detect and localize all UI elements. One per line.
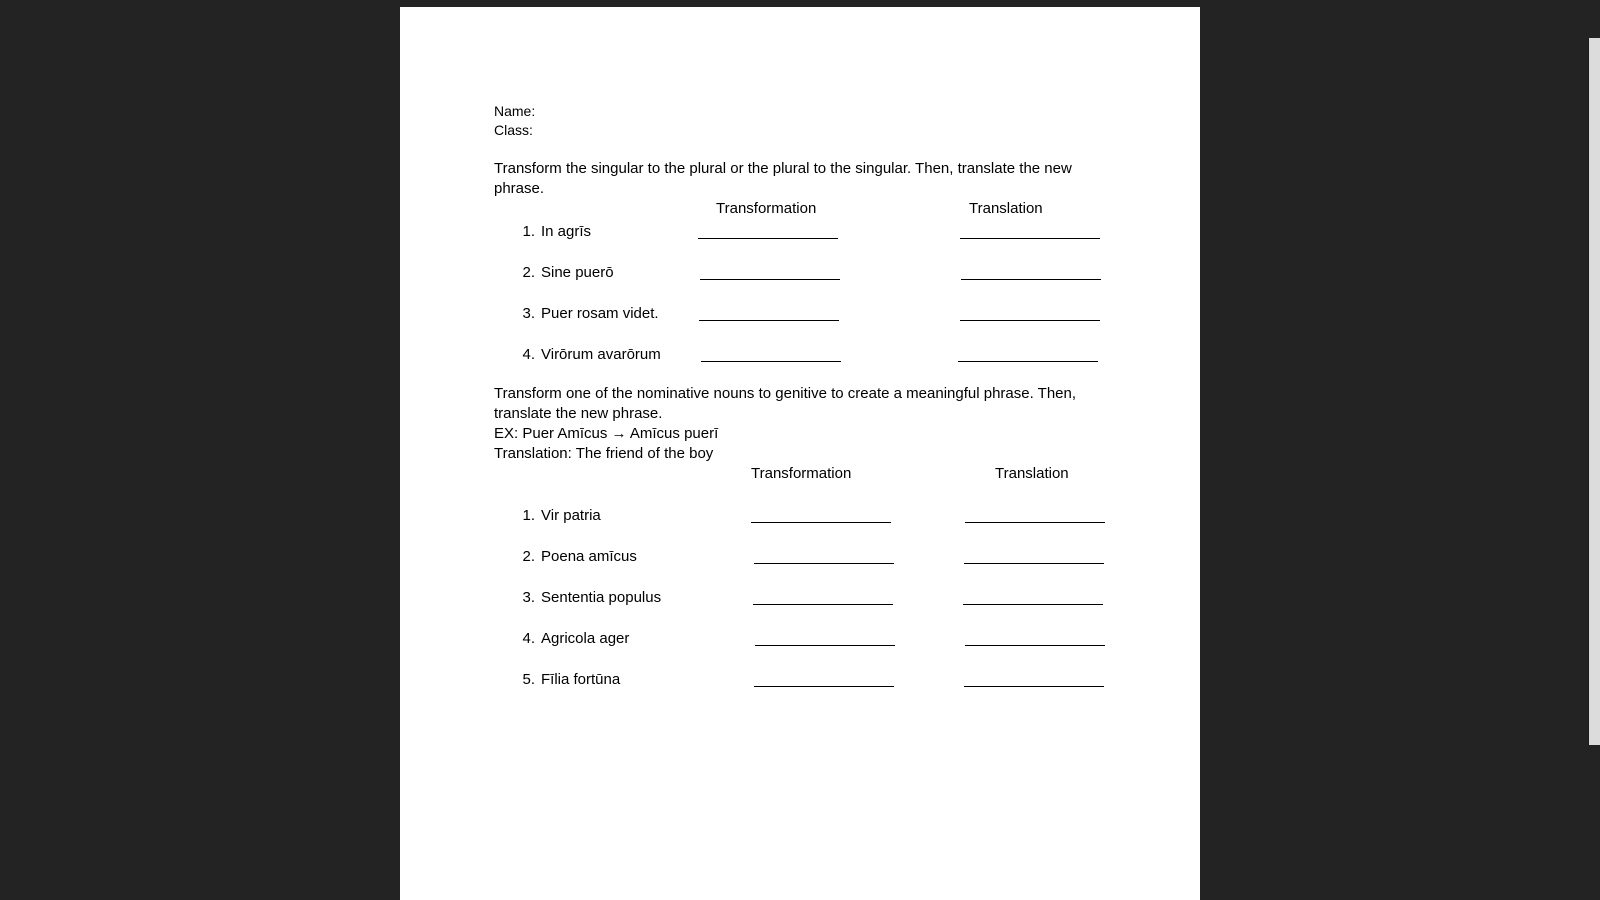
list-item bbox=[494, 668, 1114, 709]
item-number: 2. bbox=[522, 548, 535, 565]
list-item bbox=[494, 343, 1114, 384]
translation-blank[interactable] bbox=[958, 361, 1098, 362]
translation-blank[interactable] bbox=[963, 604, 1103, 605]
item-phrase: Vir patria bbox=[541, 507, 601, 524]
transformation-blank[interactable] bbox=[699, 320, 839, 321]
transformation-blank[interactable] bbox=[755, 645, 895, 646]
item-phrase: In agrīs bbox=[541, 223, 592, 240]
translation-blank[interactable] bbox=[964, 686, 1104, 687]
list-item bbox=[494, 302, 1114, 343]
translation-blank[interactable] bbox=[960, 238, 1100, 239]
item-number: 1. bbox=[522, 223, 535, 240]
item-number: 3. bbox=[522, 589, 535, 606]
item-number: 1. bbox=[522, 507, 535, 524]
item-phrase: Sine puerō bbox=[541, 264, 614, 281]
section2-header-transformation: Transformation bbox=[751, 465, 852, 482]
worksheet-content bbox=[494, 101, 1114, 709]
item-phrase: Poena amīcus bbox=[541, 548, 637, 565]
translation-blank[interactable] bbox=[964, 563, 1104, 564]
section1-list bbox=[494, 220, 1114, 384]
transformation-blank[interactable] bbox=[754, 563, 894, 564]
list-item bbox=[494, 545, 1114, 586]
item-number: 5. bbox=[522, 671, 535, 688]
section2-header-translation: Translation bbox=[995, 465, 1069, 482]
transformation-blank[interactable] bbox=[698, 238, 838, 239]
list-item bbox=[494, 220, 1114, 261]
section2-column-headers bbox=[494, 464, 1114, 485]
transformation-blank[interactable] bbox=[754, 686, 894, 687]
item-number: 3. bbox=[522, 305, 535, 322]
section1-header-translation: Translation bbox=[969, 200, 1043, 217]
document-page bbox=[400, 7, 1200, 900]
list-item bbox=[494, 627, 1114, 668]
scrollbar-thumb[interactable] bbox=[1589, 38, 1600, 745]
transformation-blank[interactable] bbox=[700, 279, 840, 280]
transformation-blank[interactable] bbox=[701, 361, 841, 362]
section2-list bbox=[494, 504, 1114, 709]
item-number: 2. bbox=[522, 264, 535, 281]
translation-blank[interactable] bbox=[960, 320, 1100, 321]
item-phrase: Sententia populus bbox=[541, 589, 662, 606]
item-number: 4. bbox=[522, 630, 535, 647]
section1-header-transformation: Transformation bbox=[716, 200, 817, 217]
section1-column-headers bbox=[494, 199, 1114, 220]
section1-instruction: Transform the singular to the plural or the plural to the singular. Then, translate the new phrase. bbox=[494, 160, 1072, 197]
item-phrase: Virōrum avarōrum bbox=[541, 346, 661, 363]
item-phrase: Agricola ager bbox=[541, 630, 630, 647]
translation-blank[interactable] bbox=[965, 522, 1105, 523]
list-item bbox=[494, 261, 1114, 302]
translation-blank[interactable] bbox=[965, 645, 1105, 646]
transformation-blank[interactable] bbox=[753, 604, 893, 605]
class-field-label: Class: bbox=[494, 122, 533, 138]
name-field-label: Name: bbox=[494, 103, 536, 119]
translation-blank[interactable] bbox=[961, 279, 1101, 280]
list-item bbox=[494, 504, 1114, 545]
item-number: 4. bbox=[522, 346, 535, 363]
item-phrase: Fīlia fortūna bbox=[541, 671, 621, 688]
item-phrase: Puer rosam videt. bbox=[541, 305, 659, 322]
section2-example-translation: Translation: The friend of the boy bbox=[494, 445, 714, 462]
section2-instruction: Transform one of the nominative nouns to genitive to create a meaningful phrase. Then, translate the new phrase. bbox=[494, 385, 1077, 422]
list-item bbox=[494, 586, 1114, 627]
section2-example: EX: Puer Amīcus → Amīcus puerī bbox=[494, 425, 719, 442]
transformation-blank[interactable] bbox=[751, 522, 891, 523]
